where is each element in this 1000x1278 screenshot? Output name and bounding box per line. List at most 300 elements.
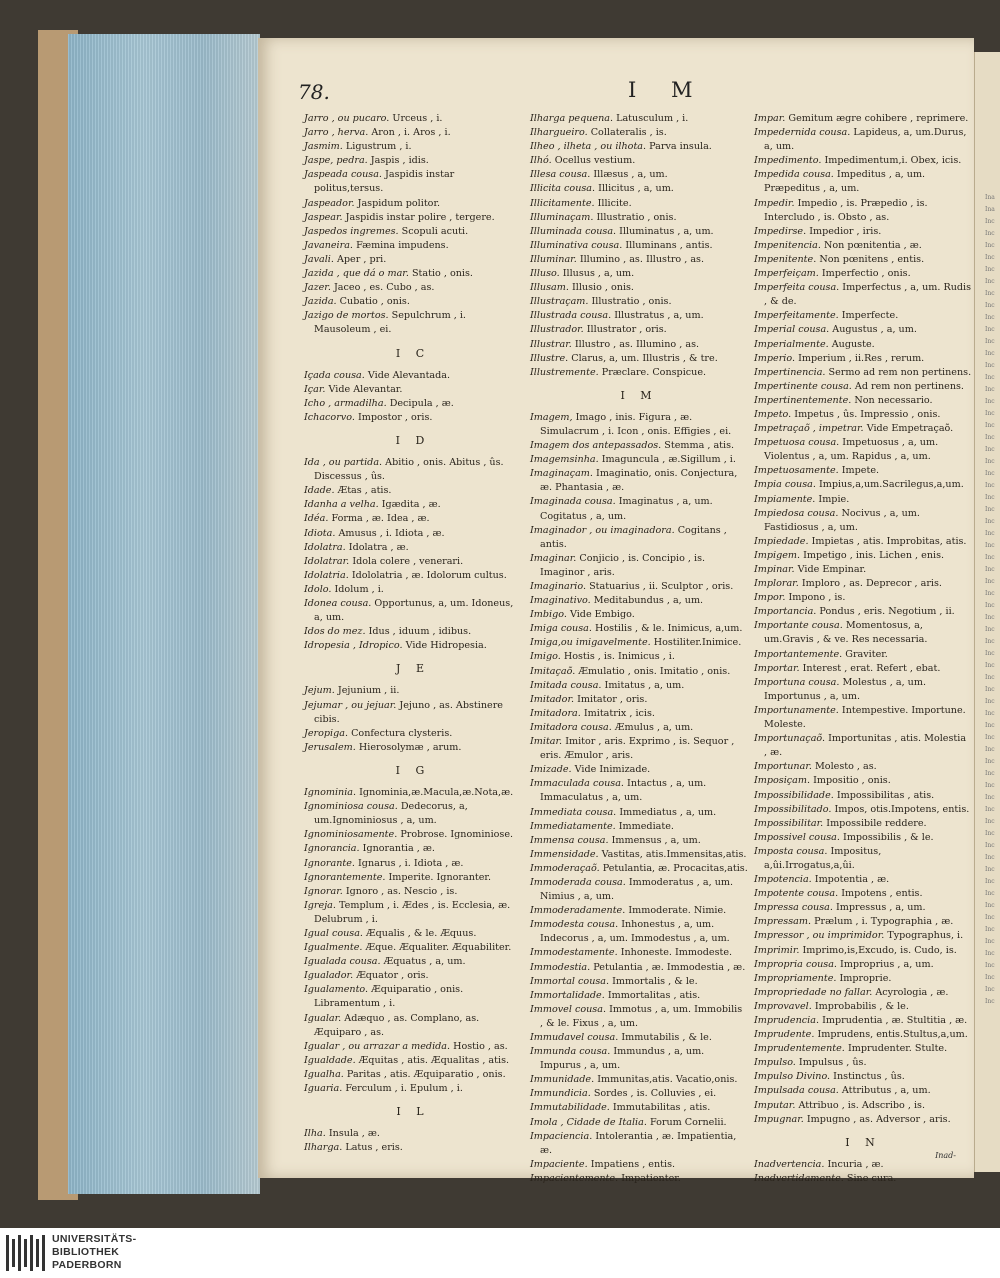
entry-translation: Jaspis , idis. xyxy=(370,155,429,167)
entry-translation: Imprimo,is,Excudo, is. Cudo, is. xyxy=(802,944,957,956)
entry-headword: Idonea cousa. xyxy=(304,598,372,609)
dictionary-entry xyxy=(530,211,748,225)
entry-translation: Idus , iduum , idibus. xyxy=(368,626,472,638)
entry-translation: Immoderatus , a, um. Nimius , a, um. xyxy=(540,876,734,903)
entry-translation: Molestus , a, um. Importunus , a, um. xyxy=(764,676,926,702)
entry-translation: Imaguncula , æ.Sigillum , i. xyxy=(601,454,736,466)
dictionary-entry xyxy=(304,295,522,309)
column-3 xyxy=(754,112,972,1186)
entry-headword: Impossibilitado. xyxy=(754,803,832,815)
entry-translation: Impietas , atis. Improbitas, atis. xyxy=(811,535,967,547)
entry-headword: Ida , ou partida. xyxy=(304,457,383,469)
entry-headword: Improvavel. xyxy=(754,1000,812,1012)
entry-translation: Latusculum , i. xyxy=(616,113,689,124)
entry-translation: Immortalis , & le. xyxy=(612,975,698,987)
dictionary-entry xyxy=(754,619,972,647)
next-page-fragment: Inc xyxy=(985,854,995,861)
entry-headword: Importunar. xyxy=(754,761,812,773)
entry-headword: Jazida. xyxy=(304,296,337,308)
next-page-fragment: Ina xyxy=(985,194,995,201)
entry-translation: Urceus , i. xyxy=(392,113,443,124)
next-page-fragment: Inc xyxy=(985,542,995,549)
dictionary-entry xyxy=(530,168,748,182)
entry-headword: Imbigo. xyxy=(530,609,567,621)
next-page-fragment: Inc xyxy=(985,314,995,321)
entry-headword: Impeto. xyxy=(754,408,792,420)
entry-headword: Idolatra. xyxy=(304,541,346,553)
dictionary-entry xyxy=(754,986,972,1000)
entry-headword: Impor. xyxy=(754,592,786,604)
entry-translation: Imaginatus , a, um. Cogitatus , a, um. xyxy=(540,496,713,522)
entry-headword: Imaginador , ou imaginadora. xyxy=(530,524,675,536)
dictionary-entry xyxy=(754,845,972,873)
dictionary-entry xyxy=(530,1116,748,1130)
dictionary-entry xyxy=(304,498,522,512)
entry-headword: Imperio. xyxy=(754,352,796,364)
entry-headword: Impedida cousa. xyxy=(754,169,834,181)
dictionary-entry xyxy=(530,1172,748,1186)
library-logo-text xyxy=(52,1233,136,1272)
dictionary-entry xyxy=(304,741,522,755)
entry-translation: Scopuli acuti. xyxy=(401,225,469,237)
dictionary-entry xyxy=(754,662,972,676)
entry-translation: Inhoneste. Immodeste. xyxy=(620,947,733,959)
entry-translation: Præclare. Conspicue. xyxy=(601,366,707,378)
entry-translation: Impugno , as. Adversor , aris. xyxy=(806,1113,951,1125)
entry-translation: Sine cura. xyxy=(846,1172,897,1184)
dictionary-entry xyxy=(304,555,522,569)
next-page-fragment: Inc xyxy=(985,374,995,381)
dictionary-entry xyxy=(304,569,522,583)
entry-headword: Importantemente. xyxy=(754,648,843,660)
entry-translation: Aper , pri. xyxy=(336,253,387,265)
entry-translation: Immunitas,atis. Vacatio,onis. xyxy=(597,1074,738,1086)
dictionary-entry xyxy=(530,975,748,989)
entry-translation: Graviter. xyxy=(845,648,888,660)
entry-headword: Imperial cousa. xyxy=(754,324,830,336)
entry-headword: Imola , Cidade de Italia. xyxy=(530,1116,647,1128)
entry-translation: Idolum , i. xyxy=(334,583,384,595)
entry-translation: Vide Embigo. xyxy=(569,609,635,621)
dictionary-entry xyxy=(530,636,748,650)
dictionary-entry xyxy=(530,622,748,636)
dictionary-entry xyxy=(754,605,972,619)
dictionary-entry xyxy=(754,126,972,154)
entry-headword: Imitaçaõ. xyxy=(530,665,576,677)
dictionary-entry xyxy=(530,439,748,453)
next-page-fragment: Inc xyxy=(985,614,995,621)
catchword: Inad- xyxy=(935,1151,956,1160)
entry-translation: Illuminans , antis. xyxy=(625,239,713,251)
entry-translation: Decipula , æ. xyxy=(389,397,454,409)
entry-translation: Ignoro , as. Nescio , is. xyxy=(345,885,458,897)
entry-translation: Impotentia , æ. xyxy=(814,874,890,886)
entry-translation: Ferculum , i. Epulum , i. xyxy=(345,1083,463,1094)
entry-translation: Amusus , i. Idiota , æ. xyxy=(338,527,445,539)
entry-translation: Confectura clysteris. xyxy=(351,727,453,739)
logo-bar-mark xyxy=(12,1239,15,1267)
page-number: 78. xyxy=(298,80,330,104)
dictionary-entry xyxy=(754,774,972,788)
entry-translation: Nocivus , a, um. Fastidiosus , a, um. xyxy=(764,507,920,533)
next-page-fragment: Inc xyxy=(985,530,995,537)
entry-headword: Jarro , ou pucaro. xyxy=(304,113,390,124)
entry-headword: Idiota. xyxy=(304,527,336,539)
dictionary-entry xyxy=(754,267,972,281)
entry-headword: Jaspeador. xyxy=(304,197,355,209)
entry-translation: Gemitum ægre cohibere , reprimere. xyxy=(788,113,969,124)
section-heading: I M xyxy=(620,388,658,402)
dictionary-entry xyxy=(304,727,522,741)
dictionary-entry xyxy=(754,535,972,549)
entry-translation: Immediate. xyxy=(618,820,674,832)
dictionary-entry xyxy=(754,112,972,126)
entry-translation: Impeditus , a, um. Præpeditus , a, um. xyxy=(764,169,926,195)
dictionary-entry xyxy=(530,453,748,467)
entry-translation: Impetigo , inis. Lichen , enis. xyxy=(803,549,945,561)
entry-headword: Iguaria. xyxy=(304,1083,343,1094)
dictionary-entry xyxy=(754,352,972,366)
entry-translation: Illustratio , onis. xyxy=(596,211,677,223)
dictionary-entry xyxy=(304,842,522,856)
dictionary-entry xyxy=(754,1070,972,1084)
entry-translation: Pondus , eris. Negotium , ii. xyxy=(819,606,955,618)
entry-headword: Impacientemente. xyxy=(530,1172,619,1184)
entry-translation: Impie. xyxy=(818,493,850,505)
dictionary-entry xyxy=(530,154,748,168)
next-page-fragment: Inc xyxy=(985,650,995,657)
entry-translation: Impotens , entis. xyxy=(841,888,923,900)
logo-bar-mark xyxy=(42,1235,45,1271)
entry-headword: Imitadora cousa. xyxy=(530,721,612,733)
entry-translation: Importunitas , atis. Molestia , æ. xyxy=(764,733,967,759)
dictionary-entry xyxy=(754,507,972,535)
dictionary-entry xyxy=(304,397,522,411)
entry-headword: Immovel cousa. xyxy=(530,1003,606,1015)
logo-line-3: PADERBORN xyxy=(52,1259,122,1271)
entry-translation: Jejuno , as. Abstinere cibis. xyxy=(314,699,503,725)
entry-headword: Implorar. xyxy=(754,578,799,590)
entry-translation: Petulantia , æ. Immodestia , æ. xyxy=(593,961,746,973)
entry-translation: Forma , æ. Idea , æ. xyxy=(331,513,430,525)
next-page-fragment: Inc xyxy=(985,218,995,225)
entry-headword: Idolo. xyxy=(304,583,332,595)
entry-headword: Igualar. xyxy=(304,1012,342,1024)
dictionary-entry xyxy=(754,944,972,958)
dictionary-entry xyxy=(304,1012,522,1040)
entry-translation: Impedior , iris. xyxy=(809,225,882,237)
entry-translation: Imperfecte. xyxy=(841,310,899,322)
next-page-edge xyxy=(974,52,1000,1172)
next-page-fragment: Inc xyxy=(985,362,995,369)
entry-translation: Sermo ad rem non pertinens. xyxy=(828,366,972,378)
dictionary-entry xyxy=(754,1014,972,1028)
entry-translation: Impedimentum,i. Obex, icis. xyxy=(824,155,962,167)
dictionary-entry xyxy=(754,168,972,196)
entry-headword: Illuminaçam. xyxy=(530,211,594,223)
dictionary-entry xyxy=(304,411,522,425)
entry-translation: Vide Empetraçaõ. xyxy=(866,423,954,435)
entry-translation: Meditabundus , a, um. xyxy=(593,595,704,607)
entry-headword: Immudavel cousa. xyxy=(530,1032,619,1043)
entry-headword: Idropesia , Idropico. xyxy=(304,640,403,652)
entry-headword: Imagem dos antepassados. xyxy=(530,440,662,452)
entry-translation: Imprudenter. Stulte. xyxy=(847,1043,948,1055)
entry-headword: Imagem, xyxy=(530,411,573,423)
next-page-fragment: Inc xyxy=(985,434,995,441)
entry-headword: Imprudente. xyxy=(754,1029,815,1041)
entry-translation: Augustus , a, um. xyxy=(832,324,917,336)
entry-translation: Sepulchrum , i. Mausoleum , ei. xyxy=(314,310,466,336)
dictionary-entry xyxy=(304,225,522,239)
entry-translation: Ocellus vestium. xyxy=(554,155,636,167)
entry-translation: Improprie. xyxy=(839,972,892,984)
entry-translation: Æqualis , & le. Æquus. xyxy=(366,927,477,939)
entry-headword: Ignorante. xyxy=(304,857,355,869)
entry-translation: Improbabilis , & le. xyxy=(814,1000,909,1012)
entry-headword: Immodestia. xyxy=(530,961,591,973)
entry-headword: Importancia. xyxy=(754,606,817,618)
entry-translation: Illicitus , a, um. xyxy=(598,183,674,195)
entry-headword: Jasmim. xyxy=(304,141,343,153)
entry-headword: Imprudentemente. xyxy=(754,1043,845,1055)
entry-headword: Ignorancia. xyxy=(304,843,360,855)
dictionary-entry xyxy=(304,983,522,1011)
dictionary-entry xyxy=(530,918,748,946)
entry-translation: Impossibile reddere. xyxy=(826,817,927,829)
entry-translation: Jaceo , es. Cubo , as. xyxy=(333,282,435,294)
next-page-fragment: Inc xyxy=(985,782,995,789)
entry-translation: Adæquo , as. Complano, as. Æquiparo , as. xyxy=(314,1012,480,1038)
entry-translation: Non pœnitentia , æ. xyxy=(823,239,922,251)
entry-headword: Ignominia. xyxy=(304,787,357,799)
entry-headword: Impossivel cousa. xyxy=(754,831,840,843)
dictionary-entry xyxy=(304,484,522,498)
entry-translation: Templum , i. Ædes , is. Ecclesia, æ. Delubrum , i. xyxy=(314,899,511,925)
entry-translation: Prælum , i. Typographia , æ. xyxy=(814,916,954,928)
entry-translation: Impos, otis.Impotens, entis. xyxy=(834,803,970,815)
entry-headword: Impressam. xyxy=(754,916,812,928)
dictionary-entry xyxy=(304,267,522,281)
next-page-fragment: Inc xyxy=(985,938,995,945)
entry-translation: Immutabilis , & le. xyxy=(621,1032,712,1043)
entry-translation: Illusus , a, um. xyxy=(562,268,635,280)
entry-translation: Intolerantia , æ. Impatientia, æ. xyxy=(540,1130,737,1156)
entry-translation: Aron , i. Aros , i. xyxy=(371,127,451,139)
dictionary-entry xyxy=(304,369,522,383)
entry-headword: Impar. xyxy=(754,113,786,124)
next-page-fragment: Inc xyxy=(985,974,995,981)
section-heading: J E xyxy=(396,662,430,676)
entry-headword: Javaneira. xyxy=(304,239,353,251)
dictionary-entry xyxy=(530,126,748,140)
entry-translation: Æmulatio , onis. Imitatio , onis. xyxy=(578,665,731,677)
dictionary-entry xyxy=(530,524,748,552)
entry-translation: Immediatus , a, um. xyxy=(619,806,717,818)
entry-translation: Vide Empinar. xyxy=(797,564,867,575)
entry-headword: Jazer. xyxy=(304,282,331,294)
dictionary-entry xyxy=(530,763,748,777)
entry-headword: Immortalidade. xyxy=(530,989,605,1001)
entry-translation: Paritas , atis. Æquiparatio , onis. xyxy=(346,1068,506,1080)
dictionary-entry xyxy=(754,1042,972,1056)
entry-headword: Jaspedos ingremes. xyxy=(304,225,399,237)
section-heading: I N xyxy=(845,1135,881,1149)
dictionary-entry xyxy=(304,828,522,842)
entry-translation: Hostilis , & le. Inimicus, a,um. xyxy=(594,623,743,635)
entry-translation: Immortalitas , atis. xyxy=(607,989,701,1001)
entry-translation: Impete. xyxy=(841,465,880,477)
entry-headword: Illusam. xyxy=(530,282,569,294)
entry-translation: Æmulus , a, um. xyxy=(614,721,694,733)
entry-headword: Jaspeada cousa. xyxy=(304,169,382,181)
entry-translation: Inhonestus , a, um. Indecorus , a, um. Immodestus , a, um. xyxy=(540,919,730,945)
dictionary-entry xyxy=(754,929,972,943)
entry-translation: Conjicio , is. Concipio , is. Imaginor , aris. xyxy=(540,552,706,578)
dictionary-entry xyxy=(304,239,522,253)
dictionary-entry xyxy=(754,1028,972,1042)
dictionary-entry xyxy=(530,140,748,154)
next-page-fragment: Inc xyxy=(985,710,995,717)
entry-translation: Non pœnitens , entis. xyxy=(819,253,925,265)
next-page-fragment: Inc xyxy=(985,890,995,897)
dictionary-entry xyxy=(304,1127,522,1141)
entry-headword: Imposta cousa. xyxy=(754,845,828,857)
dictionary-entry xyxy=(530,989,748,1003)
entry-translation: Imperite. Ignoranter. xyxy=(388,871,491,883)
entry-headword: Imizade. xyxy=(530,764,572,776)
dictionary-entry xyxy=(754,549,972,563)
dictionary-entry xyxy=(754,408,972,422)
dictionary-entry xyxy=(530,1031,748,1045)
entry-headword: Importar. xyxy=(754,662,800,674)
next-page-fragment: Inc xyxy=(985,950,995,957)
entry-headword: Immoderada cousa. xyxy=(530,876,626,888)
entry-headword: Inadvertidamente. xyxy=(754,1172,844,1184)
next-page-fragment: Inc xyxy=(985,590,995,597)
entry-translation: Imitator , oris. xyxy=(577,693,648,705)
entry-headword: Impulso. xyxy=(754,1057,796,1069)
dictionary-entry xyxy=(754,1056,972,1070)
dictionary-entry xyxy=(754,338,972,352)
logo-bar-mark xyxy=(30,1235,33,1271)
dictionary-entry xyxy=(530,411,748,439)
dictionary-entry xyxy=(304,786,522,800)
next-page-fragment: Inc xyxy=(985,770,995,777)
dictionary-entry xyxy=(754,817,972,831)
section-heading: I G xyxy=(395,763,431,777)
next-page-fragment: Inc xyxy=(985,338,995,345)
entry-headword: Illustraçam. xyxy=(530,296,589,308)
entry-translation: Opportunus, a, um. Idoneus, a, um. xyxy=(314,598,514,624)
entry-headword: Imprudencia. xyxy=(754,1015,820,1026)
next-page-fragment: Inc xyxy=(985,698,995,705)
next-page-fragment: Inc xyxy=(985,278,995,285)
entry-translation: Illumino , as. Illustro , as. xyxy=(579,253,705,265)
dictionary-entry xyxy=(530,1158,748,1172)
entry-headword: Impedimento. xyxy=(754,155,822,167)
dictionary-entry xyxy=(754,915,972,929)
entry-headword: Imaginativo. xyxy=(530,595,591,607)
dictionary-entry xyxy=(530,338,748,352)
entry-headword: Ilhargueiro. xyxy=(530,127,588,139)
dictionary-entry xyxy=(530,693,748,707)
entry-headword: Jejum. xyxy=(304,685,335,697)
entry-headword: Igualha. xyxy=(304,1068,344,1080)
dictionary-entry xyxy=(754,831,972,845)
entry-headword: Impinar. xyxy=(754,564,795,575)
entry-headword: Impenitente. xyxy=(754,253,817,265)
entry-headword: Impulso Divino. xyxy=(754,1071,831,1083)
next-page-fragment: Inc xyxy=(985,758,995,765)
logo-line-2: BIBLIOTHEK xyxy=(52,1246,120,1258)
entry-headword: Impedernida cousa. xyxy=(754,127,851,139)
entry-headword: Illesa cousa. xyxy=(530,169,591,181)
entry-translation: Impulsus , ûs. xyxy=(798,1057,867,1069)
entry-headword: Javali. xyxy=(304,253,334,265)
next-page-fragment: Inc xyxy=(985,746,995,753)
next-page-fragment: Inc xyxy=(985,230,995,237)
entry-translation: Illustratus , a, um. xyxy=(614,310,704,322)
entry-translation: Imperium , ii.Res , rerum. xyxy=(798,352,925,364)
dictionary-entry xyxy=(530,225,748,239)
dictionary-entry xyxy=(304,597,522,625)
next-page-fragment: Inc xyxy=(985,722,995,729)
next-page-fragment: Inc xyxy=(985,242,995,249)
entry-translation: Imitatrix , icis. xyxy=(583,707,655,719)
dictionary-entry xyxy=(530,1130,748,1158)
next-page-fragment: Inc xyxy=(985,566,995,573)
entry-headword: Idolatria. xyxy=(304,569,349,581)
dictionary-entry xyxy=(530,707,748,721)
next-page-fragment: Inc xyxy=(985,458,995,465)
dictionary-entry xyxy=(754,309,972,323)
next-page-fragment: Inc xyxy=(985,602,995,609)
entry-translation: Statuarius , ii. Sculptor , oris. xyxy=(589,581,734,592)
dictionary-entry xyxy=(304,639,522,653)
entry-translation: Æquatus , a, um. xyxy=(383,956,466,968)
next-page-fragment: Inc xyxy=(985,794,995,801)
entry-headword: Imitador. xyxy=(530,693,575,705)
dictionary-entry xyxy=(304,941,522,955)
dictionary-entry xyxy=(754,1113,972,1127)
dictionary-entry xyxy=(304,583,522,597)
entry-headword: Illuminada cousa. xyxy=(530,225,617,237)
entry-headword: Igualamento. xyxy=(304,984,369,996)
entry-headword: Illicitamente. xyxy=(530,197,595,209)
dictionary-entry xyxy=(754,901,972,915)
entry-headword: Jejumar , ou jejuar. xyxy=(304,699,397,711)
dictionary-entry xyxy=(754,676,972,704)
entry-headword: Jerusalem. xyxy=(304,741,356,753)
entry-headword: Jaspe, pedra. xyxy=(304,155,368,167)
dictionary-entry xyxy=(754,323,972,337)
dictionary-entry xyxy=(304,955,522,969)
entry-translation: Illustratio , onis. xyxy=(591,296,672,308)
dictionary-entry xyxy=(754,197,972,225)
entry-headword: Jazigo de mortos. xyxy=(304,310,389,322)
entry-headword: Ichacorvo. xyxy=(304,411,355,423)
entry-headword: Immodestamente. xyxy=(530,947,618,959)
entry-headword: Imaginar. xyxy=(530,552,577,564)
entry-translation: Illuminatus , a, um. xyxy=(619,225,714,237)
next-page-fragment: Inc xyxy=(985,398,995,405)
dictionary-entry xyxy=(304,1141,522,1155)
entry-translation: Vide Alevantar. xyxy=(328,383,403,395)
column-1 xyxy=(304,112,522,1155)
entry-translation: Cogitans , antis. xyxy=(540,524,727,550)
dictionary-entry xyxy=(304,168,522,196)
